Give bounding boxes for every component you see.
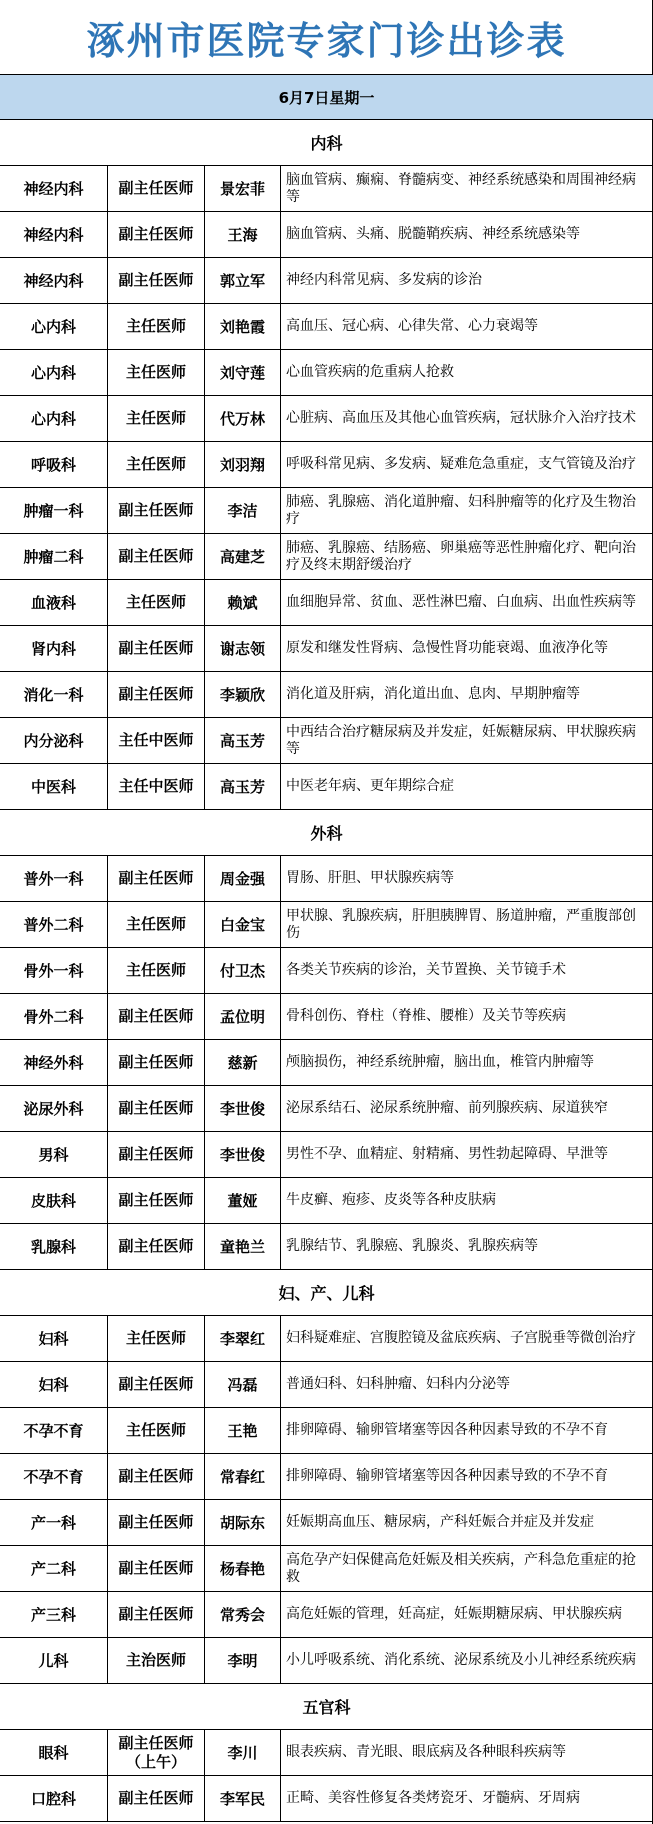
doctor-name-cell: 常春红 [205, 1454, 281, 1499]
department-cell: 肿瘤一科 [0, 488, 108, 533]
specialty-cell [281, 948, 653, 993]
table-row [0, 626, 653, 672]
table-row [0, 1730, 653, 1776]
table-row [0, 350, 653, 396]
table-row [0, 1592, 653, 1638]
doctor-title-cell: 副主任医师 [108, 212, 205, 257]
table-row [0, 672, 653, 718]
doctor-name-cell: 慈新 [205, 1040, 281, 1085]
doctor-title-cell: 主任医师 [108, 580, 205, 625]
specialty-cell [281, 1776, 653, 1821]
doctor-title-cell: 主任医师 [108, 948, 205, 993]
specialty-text: 脑血管病、癫痫、脊髓病变、神经系统感染和周围神经病等 [286, 171, 636, 205]
department-cell: 神经内科 [0, 258, 108, 303]
table-row [0, 580, 653, 626]
doctor-name-cell: 景宏菲 [205, 166, 281, 211]
department-cell: 心内科 [0, 396, 108, 441]
specialty-cell [281, 488, 653, 533]
table-row [0, 1132, 653, 1178]
doctor-title-cell: 主任医师 [108, 442, 205, 487]
table-row [0, 994, 653, 1040]
section-header: 内科 [0, 120, 653, 166]
doctor-name-cell: 代万林 [205, 396, 281, 441]
department-cell: 男科 [0, 1132, 108, 1177]
doctor-name-cell: 高建芝 [205, 534, 281, 579]
doctor-title-cell: 副主任医师 [108, 1546, 205, 1591]
specialty-text: 普通妇科、妇科肿瘤、妇科内分泌等 [286, 1376, 510, 1392]
department-cell: 心内科 [0, 304, 108, 349]
doctor-name-cell: 李川 [205, 1730, 281, 1775]
specialty-cell [281, 442, 653, 487]
table-row [0, 488, 653, 534]
table-row [0, 1178, 653, 1224]
doctor-title-cell: 主任医师 [108, 396, 205, 441]
doctor-name-cell: 李颖欣 [205, 672, 281, 717]
doctor-name-cell: 李世俊 [205, 1132, 281, 1177]
specialty-cell [281, 902, 653, 947]
table-row [0, 902, 653, 948]
specialty-cell [281, 1592, 653, 1637]
specialty-cell [281, 258, 653, 303]
specialty-text: 胃肠、肝胆、甲状腺疾病等 [286, 870, 454, 886]
specialty-text: 牛皮癣、疱疹、皮炎等各种皮肤病 [286, 1192, 496, 1208]
doctor-title-cell: 主治医师 [108, 1638, 205, 1683]
specialty-text: 呼吸科常见病、多发病、疑难危急重症，支气管镜及治疗 [286, 456, 636, 472]
specialty-text: 甲状腺、乳腺疾病，肝胆胰脾胃、肠道肿瘤，严重腹部创伤 [286, 907, 636, 941]
specialty-cell [281, 1132, 653, 1177]
doctor-title-cell: 副主任医师 [108, 534, 205, 579]
specialty-text: 颅脑损伤，神经系统肿瘤，脑出血，椎管内肿瘤等 [286, 1054, 594, 1070]
specialty-text: 妇科疑难症、宫腹腔镜及盆底疾病、子宫脱垂等微创治疗 [286, 1330, 636, 1346]
specialty-cell [281, 1500, 653, 1545]
specialty-cell [281, 994, 653, 1039]
doctor-name-cell: 刘艳霞 [205, 304, 281, 349]
department-cell: 儿科 [0, 1638, 108, 1683]
specialty-text: 高危妊娠的管理，妊高症，妊娠期糖尿病、甲状腺疾病 [286, 1606, 622, 1622]
doctor-title-cell: 副主任医师（上午） [108, 1730, 205, 1775]
doctor-name-cell: 王海 [205, 212, 281, 257]
specialty-text: 消化道及肝病，消化道出血、息肉、早期肿瘤等 [286, 686, 580, 702]
specialty-text: 心血管疾病的危重病人抢救 [286, 364, 454, 380]
doctor-title-cell: 副主任医师 [108, 1224, 205, 1269]
specialty-text: 中医老年病、更年期综合症 [286, 778, 454, 794]
table-row [0, 718, 653, 764]
table-row [0, 258, 653, 304]
department-cell: 皮肤科 [0, 1178, 108, 1223]
department-cell: 普外一科 [0, 856, 108, 901]
doctor-name-cell: 胡际东 [205, 1500, 281, 1545]
doctor-title-cell: 副主任医师 [108, 1592, 205, 1637]
doctor-name-cell: 王艳 [205, 1408, 281, 1453]
doctor-name-cell: 李翠红 [205, 1316, 281, 1361]
department-cell: 妇科 [0, 1362, 108, 1407]
specialty-cell [281, 580, 653, 625]
doctor-name-cell: 周金强 [205, 856, 281, 901]
department-cell: 妇科 [0, 1316, 108, 1361]
specialty-cell [281, 1316, 653, 1361]
doctor-title-cell: 副主任医师 [108, 1178, 205, 1223]
doctor-name-cell: 赖斌 [205, 580, 281, 625]
doctor-name-cell: 郭立军 [205, 258, 281, 303]
table-row [0, 304, 653, 350]
specialty-cell [281, 672, 653, 717]
specialty-text: 眼表疾病、青光眼、眼底病及各种眼科疾病等 [286, 1744, 566, 1760]
specialty-text: 原发和继发性肾病、急慢性肾功能衰竭、血液净化等 [286, 640, 608, 656]
doctor-name-cell: 谢志领 [205, 626, 281, 671]
department-cell: 中医科 [0, 764, 108, 809]
department-cell: 泌尿外科 [0, 1086, 108, 1131]
doctor-name-cell: 白金宝 [205, 902, 281, 947]
section-header: 五官科 [0, 1684, 653, 1730]
department-cell: 神经外科 [0, 1040, 108, 1085]
specialty-text: 神经内科常见病、多发病的诊治 [286, 272, 482, 288]
doctor-name-cell: 刘守莲 [205, 350, 281, 395]
table-row [0, 534, 653, 580]
specialty-cell [281, 626, 653, 671]
specialty-text: 泌尿系结石、泌尿系统肿瘤、前列腺疾病、尿道狭窄 [286, 1100, 608, 1116]
doctor-title-cell: 副主任医师 [108, 672, 205, 717]
doctor-name-cell: 杨春艳 [205, 1546, 281, 1591]
department-cell: 眼科 [0, 1730, 108, 1775]
doctor-name-cell: 李明 [205, 1638, 281, 1683]
table-row [0, 166, 653, 212]
date-header: 6月7日星期一 [0, 74, 653, 120]
department-cell: 产三科 [0, 1592, 108, 1637]
specialty-cell [281, 396, 653, 441]
doctor-name-cell: 刘羽翔 [205, 442, 281, 487]
department-cell: 普外二科 [0, 902, 108, 947]
specialty-cell [281, 350, 653, 395]
table-row [0, 442, 653, 488]
table-row [0, 1500, 653, 1546]
department-cell: 乳腺科 [0, 1224, 108, 1269]
doctor-title-cell: 主任中医师 [108, 764, 205, 809]
department-cell: 产一科 [0, 1500, 108, 1545]
table-row [0, 1546, 653, 1592]
department-cell: 神经内科 [0, 166, 108, 211]
doctor-title-cell: 副主任医师 [108, 1132, 205, 1177]
doctor-name-cell: 高玉芳 [205, 764, 281, 809]
doctor-title-cell: 副主任医师 [108, 1086, 205, 1131]
doctor-title-cell: 主任医师 [108, 350, 205, 395]
table-row [0, 1776, 653, 1822]
doctor-title-cell: 副主任医师 [108, 166, 205, 211]
doctor-title-cell: 副主任医师 [108, 488, 205, 533]
specialty-text: 妊娠期高血压、糖尿病，产科妊娠合并症及并发症 [286, 1514, 594, 1530]
doctor-name-cell: 孟位明 [205, 994, 281, 1039]
doctor-name-cell: 高玉芳 [205, 718, 281, 763]
table-row [0, 1086, 653, 1132]
doctor-title-cell: 副主任医师 [108, 1362, 205, 1407]
table-row [0, 1638, 653, 1684]
specialty-cell [281, 1638, 653, 1683]
department-cell: 呼吸科 [0, 442, 108, 487]
table-row [0, 764, 653, 810]
table-row [0, 1224, 653, 1270]
specialty-cell [281, 1224, 653, 1269]
specialty-text: 中西结合治疗糖尿病及并发症，妊娠糖尿病、甲状腺疾病等 [286, 723, 636, 757]
doctor-title-cell: 副主任医师 [108, 856, 205, 901]
doctor-name-cell: 童艳兰 [205, 1224, 281, 1269]
department-cell: 神经内科 [0, 212, 108, 257]
doctor-title-cell: 副主任医师 [108, 994, 205, 1039]
table-row [0, 856, 653, 902]
specialty-text: 各类关节疾病的诊治，关节置换、关节镜手术 [286, 962, 566, 978]
doctor-title-cell: 主任医师 [108, 902, 205, 947]
table-row [0, 1362, 653, 1408]
specialty-cell [281, 764, 653, 809]
department-cell: 内分泌科 [0, 718, 108, 763]
specialty-cell [281, 1040, 653, 1085]
specialty-text: 血细胞异常、贫血、恶性淋巴瘤、白血病、出血性疾病等 [286, 594, 636, 610]
doctor-name-cell: 李军民 [205, 1776, 281, 1821]
table-row [0, 1316, 653, 1362]
section-header: 外科 [0, 810, 653, 856]
doctor-title-cell: 主任中医师 [108, 718, 205, 763]
specialty-cell [281, 1178, 653, 1223]
table-row [0, 1454, 653, 1500]
department-cell: 消化一科 [0, 672, 108, 717]
doctor-title-cell: 主任医师 [108, 1408, 205, 1453]
table-row [0, 1408, 653, 1454]
table-row [0, 396, 653, 442]
doctor-title-cell: 副主任医师 [108, 1776, 205, 1821]
specialty-cell [281, 212, 653, 257]
doctor-name-cell: 李洁 [205, 488, 281, 533]
section-header: 妇、产、儿科 [0, 1270, 653, 1316]
doctor-title-cell: 主任医师 [108, 304, 205, 349]
specialty-cell [281, 718, 653, 763]
specialty-cell [281, 304, 653, 349]
department-cell: 不孕不育 [0, 1454, 108, 1499]
department-cell: 肿瘤二科 [0, 534, 108, 579]
specialty-cell [281, 1546, 653, 1591]
specialty-text: 脑血管病、头痛、脱髓鞘疾病、神经系统感染等 [286, 226, 580, 242]
specialty-text: 排卵障碍、输卵管堵塞等因各种因素导致的不孕不育 [286, 1422, 608, 1438]
doctor-title-cell: 副主任医师 [108, 1454, 205, 1499]
specialty-text: 正畸、美容性修复各类烤瓷牙、牙髓病、牙周病 [286, 1790, 580, 1806]
doctor-title-cell: 副主任医师 [108, 1040, 205, 1085]
table-row [0, 212, 653, 258]
specialty-cell [281, 534, 653, 579]
department-cell: 骨外二科 [0, 994, 108, 1039]
department-cell: 血液科 [0, 580, 108, 625]
specialty-cell [281, 1086, 653, 1131]
specialty-cell [281, 1408, 653, 1453]
specialty-text: 乳腺结节、乳腺癌、乳腺炎、乳腺疾病等 [286, 1238, 538, 1254]
doctor-name-cell: 付卫杰 [205, 948, 281, 993]
doctor-name-cell: 冯磊 [205, 1362, 281, 1407]
department-cell: 产二科 [0, 1546, 108, 1591]
specialty-text: 骨科创伤、脊柱（脊椎、腰椎）及关节等疾病 [286, 1008, 566, 1024]
doctor-title-cell: 副主任医师 [108, 626, 205, 671]
department-cell: 口腔科 [0, 1776, 108, 1821]
specialty-cell [281, 166, 653, 211]
specialty-text: 高血压、冠心病、心律失常、心力衰竭等 [286, 318, 538, 334]
doctor-name-cell: 常秀会 [205, 1592, 281, 1637]
specialty-text: 心脏病、高血压及其他心血管疾病，冠状脉介入治疗技术 [286, 410, 636, 426]
table-row [0, 1040, 653, 1086]
doctor-title-cell: 副主任医师 [108, 258, 205, 303]
doctor-title-cell: 副主任医师 [108, 1500, 205, 1545]
doctor-name-cell: 董娅 [205, 1178, 281, 1223]
doctor-title-cell: 主任医师 [108, 1316, 205, 1361]
specialty-text: 肺癌、乳腺癌、消化道肿瘤、妇科肿瘤等的化疗及生物治疗 [286, 493, 636, 527]
page-title: 涿州市医院专家门诊出诊表 [86, 18, 567, 63]
department-cell: 不孕不育 [0, 1408, 108, 1453]
specialty-cell [281, 1362, 653, 1407]
department-cell: 骨外一科 [0, 948, 108, 993]
table-row [0, 948, 653, 994]
specialty-text: 男性不孕、血精症、射精痛、男性勃起障碍、早泄等 [286, 1146, 608, 1162]
specialty-text: 肺癌、乳腺癌、结肠癌、卵巢癌等恶性肿瘤化疗、靶向治疗及终末期舒缓治疗 [286, 539, 636, 573]
department-cell: 心内科 [0, 350, 108, 395]
specialty-text: 排卵障碍、输卵管堵塞等因各种因素导致的不孕不育 [286, 1468, 608, 1484]
specialty-cell [281, 1730, 653, 1775]
doctor-name-cell: 李世俊 [205, 1086, 281, 1131]
department-cell: 肾内科 [0, 626, 108, 671]
specialty-cell [281, 1454, 653, 1499]
specialty-text: 高危孕产妇保健高危妊娠及相关疾病，产科急危重症的抢救 [286, 1551, 636, 1585]
specialty-text: 小儿呼吸系统、消化系统、泌尿系统及小儿神经系统疾病 [286, 1652, 636, 1668]
specialty-cell [281, 856, 653, 901]
